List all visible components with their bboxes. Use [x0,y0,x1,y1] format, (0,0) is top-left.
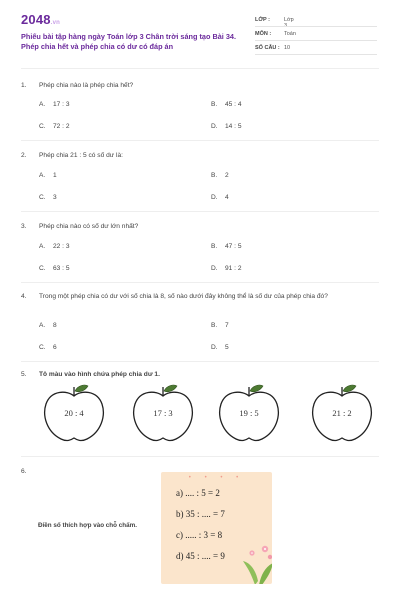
logo-main: 2048 [21,12,51,27]
question-divider [21,211,379,212]
option-text: 14 : 5 [225,123,242,130]
option-a[interactable] [39,172,57,179]
option-text: 22 : 3 [53,243,70,250]
fill-row-c[interactable]: c) ..... : 3 = 8 [176,530,223,540]
option-text: 5 [225,344,229,351]
option-b[interactable] [211,172,229,179]
apple-expression: 21 : 2 [332,408,352,418]
question-instruction: Điền số thích hợp vào chỗ chấm. [38,522,137,529]
option-letter: A. [39,172,46,179]
fill-row-d[interactable]: d) 45 : .... = 9 [176,551,225,561]
header-divider [21,68,379,69]
fill-row-b[interactable]: b) 35 : .... = 7 [176,509,225,519]
option-text: 72 : 2 [53,123,70,130]
option-letter: C. [39,123,46,130]
page-title: Phiếu bài tập hàng ngày Toán lớp 3 Chân trời sáng tạo Bài 34. Phép chia hết và phép chia có dư có đáp án [21,32,236,51]
meta-subject-key: MÔN : [255,31,272,37]
question-number: 6. [21,468,27,475]
logo-tld: .vn [50,20,61,26]
option-d[interactable] [211,344,229,351]
option-text: 17 : 3 [53,101,70,108]
option-letter: A. [39,101,46,108]
meta-count-key: SỐ CÂU : [255,45,280,51]
meta-subject-value: Toán [284,31,296,37]
option-d[interactable] [211,123,242,130]
apple-1[interactable] [43,382,105,444]
option-text: 4 [225,194,229,201]
flower-leaf-decoration [241,537,272,584]
meta-class-value: Lớp 3 [284,17,294,29]
option-letter: B. [211,101,218,108]
question-text: Phép chia nào là phép chia hết? [39,82,134,89]
option-letter: B. [211,322,218,329]
divider [255,54,377,55]
option-letter: C. [39,265,46,272]
option-text: 1 [53,172,57,179]
option-b[interactable] [211,243,242,250]
option-letter: A. [39,322,46,329]
option-letter: B. [211,172,218,179]
option-c[interactable] [39,344,57,351]
option-letter: D. [211,344,218,351]
question-text: Phép chia nào có số dư lớn nhất? [39,223,139,230]
option-text: 47 : 5 [225,243,242,250]
apple-3[interactable] [218,382,280,444]
option-c[interactable] [39,123,70,130]
option-d[interactable] [211,194,229,201]
question-divider [21,361,379,362]
question-number: 2. [21,152,27,159]
question-number: 3. [21,223,27,230]
option-text: 8 [53,322,57,329]
option-text: 63 : 5 [53,265,70,272]
option-c[interactable] [39,265,70,272]
question-text: Trong một phép chia có dư với số chia là 8, số nào dưới đây không thể là số dư của phép chia đó? [39,293,328,300]
option-b[interactable] [211,322,229,329]
divider [255,26,377,27]
option-text: 45 : 4 [225,101,242,108]
meta-class-key: LỚP : [255,17,270,23]
flower-dots-decoration: • • • • [188,475,245,481]
option-letter: D. [211,194,218,201]
option-text: 3 [53,194,57,201]
option-text: 6 [53,344,57,351]
option-text: 91 : 2 [225,265,242,272]
apple-expression: 20 : 4 [64,408,84,418]
question-number: 4. [21,293,27,300]
option-b[interactable] [211,101,242,108]
option-letter: B. [211,243,218,250]
question-number: 1. [21,82,27,89]
option-letter: A. [39,243,46,250]
option-d[interactable] [211,265,242,272]
question-number: 5. [21,371,27,378]
option-a[interactable] [39,101,70,108]
question-text: Tô màu vào hình chứa phép chia dư 1. [39,371,160,378]
option-text: 2 [225,172,229,179]
option-c[interactable] [39,194,57,201]
meta-count-value: 10 [284,45,291,51]
option-a[interactable] [39,243,70,250]
fill-in-card [161,472,272,584]
option-letter: C. [39,344,46,351]
option-text: 7 [225,322,229,329]
option-letter: D. [211,123,218,130]
divider [255,40,377,41]
apple-4[interactable] [311,382,373,444]
fill-row-a[interactable]: a) .... : 5 = 2 [176,488,220,498]
question-text: Phép chia 21 : 5 có số dư là: [39,152,123,159]
question-divider [21,456,379,457]
apple-expression: 19 : 5 [239,408,259,418]
apple-2[interactable] [132,382,194,444]
question-divider [21,140,379,141]
apple-expression: 17 : 3 [153,408,173,418]
option-letter: C. [39,194,46,201]
question-divider [21,282,379,283]
logo[interactable] [21,12,60,27]
option-letter: D. [211,265,218,272]
option-a[interactable] [39,322,57,329]
